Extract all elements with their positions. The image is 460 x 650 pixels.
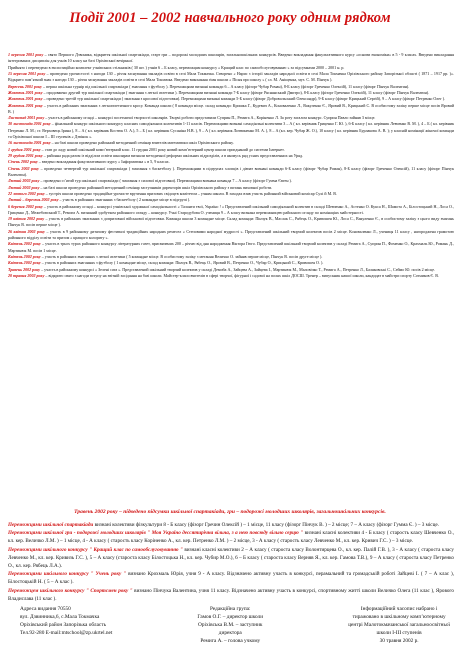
result-item bbox=[8, 529, 454, 545]
entry-date: Квітень 2002 року bbox=[8, 260, 41, 266]
entry-date: Травень 2002 року bbox=[8, 266, 41, 272]
footer bbox=[20, 606, 450, 646]
footer-info-line: 30 травня 2002 р. bbox=[379, 637, 419, 644]
newsletter-title: Події 2001 – 2002 навчального року одним рядком bbox=[69, 10, 391, 26]
entry-date: Січень 2002 року bbox=[8, 165, 39, 171]
entry-date: Лютий 2002 року bbox=[8, 184, 40, 190]
chronicle-entry bbox=[8, 273, 454, 279]
chronicle-section bbox=[8, 52, 454, 279]
footer-info-line: школи I-III ступенів bbox=[376, 629, 422, 636]
entry-date: 1 грудня 2001 року bbox=[8, 146, 41, 152]
entry-text: – відкрито свято з нагоди вступу на звітній засідання на базі школи. Майстер-класи вчителів в сфері творчої, фігурної і садової на полях шкіл ДОСШ. Тренер – випускник нашої школи, кандидат в майстри спорту Сотников Є. В. bbox=[45, 272, 439, 278]
chronicle-entry bbox=[8, 71, 454, 84]
entry-text: – участь в районних змаганнях з баскетболу ( 2 командне місце в підгрупі ). bbox=[59, 197, 191, 203]
result-item bbox=[8, 570, 454, 586]
result-heading: Переможцями шкільного конкурсу " Учень року " bbox=[8, 571, 127, 578]
entry-text: – участь в районних змаганнях з допризовної військової підготовки. Команда школи 3 командне місце. Склад команди: Пінчук В., Маслак С., Рябець О., Кривошея Ю., Лоса С., Вакуленко Є., в особистому заліку з цього виду змагань Пінчук В. посів перше місце ). bbox=[8, 216, 454, 228]
result-heading: Переможцями шкільної спартакіади bbox=[8, 522, 94, 528]
chronicle-entry bbox=[8, 204, 454, 217]
entry-text: – став до ладу новий шкільний комп’ютерний клас. 11 грудня 2001 року новий комп’ютерний центр школи приєднаний до системи Інтернет. bbox=[41, 146, 285, 152]
entry-text: – зустріч школи проведено традиційне урочисте вручення призових свідоцтв комітетом – учням школи. В заходах взяв участь районний військовий комісар Сухі й М. В. bbox=[45, 190, 337, 196]
entry-text: – проведено третій тур шкільної спартакіади ( змагання з кросової підготовки). Переможцями визнані команди 5-Б класу (фізорг Добровольський Олександр), 9-Б класу (фізорг Крицький Сергій), 9 – А класу (фізорг Петренко Олег ). bbox=[43, 96, 446, 102]
entry-date: Квітень 2002 року bbox=[8, 254, 41, 259]
result-heading: Переможцями шкільного конкурсу " Кращий клас по самообслуговуванню " bbox=[8, 546, 183, 553]
summary-heading: Травень 2002 року – підведено підсумки шкільної спартакіади, гри – подорожі молодших школярів, загальношкільних конкурсів. bbox=[74, 509, 386, 515]
entry-date: Жовтень 2001 року bbox=[8, 96, 43, 102]
footer-info-line: тиражовано в шкільному комп’ютерному bbox=[352, 613, 446, 620]
footer-editorial-line: Гамов О.Г. – директор школи bbox=[197, 613, 264, 620]
entry-date: 29 грудня 2001 року bbox=[8, 153, 43, 158]
entry-text: – участь в районному конкурсі « Зелені сата ». Представлений шкільний творчий колектив у складі Демиба А., Зайцева А., Зайцева І., Мартинюк М., Маловічко Т., Ремига А., Петренко Л., Баляковські С., Сеймо Ю. посів 2 місце. bbox=[41, 266, 436, 272]
entry-text: – районна рада разом із відділом освіти школярам визнали методичної реформи шкільних підрозділів, а в якомусь ряд усних представленних на Уряд. bbox=[43, 153, 304, 158]
chronicle-entry bbox=[8, 52, 454, 65]
result-text: визнані колективи фізкультури 8 - Б класу (фізорг Гречин Олексій ) – 1 місце, 11 класу (фізорг Пінчук В. ) – 2 місце; 7 – А класу (фізорг Гумма Є. ) – 3 місце. bbox=[94, 522, 439, 528]
result-text: визнані класні колективи 2 – А класу ( староста класу Волонтирцева О., кл. кер. Палій Г.В. ), 3 - А класу ( староста класу Левченко М., кл. кер. Кривизь Г.С. ), 5 – А класу (староста класу Білостоцька Н., кл. кер. Чубир М.О.), 6 – Б класу ( староста класу Верняв Я., кл. кер. Гамова Т.В.), 9 – А класу ( староста класу Петренко О., кл. кер. Рябець Л.А.). bbox=[8, 546, 454, 570]
entry-date: Листопад 2001 року bbox=[8, 115, 45, 121]
entry-date: Лютий – березень 2002 року bbox=[8, 197, 59, 203]
entry-text: – на базі школи проведено районний методичний семінар вчителів математики шкіл Оріхівського району. bbox=[51, 140, 234, 146]
footer-editorial-line: Ремига А. – голова учкому bbox=[200, 637, 261, 644]
entry-text: – проведено урочистості з нагоди 130 – річчя заснування закладів освіти в селі Мала Токмачка. Створено « Нарис з історії закладів народної освіти в селі Мала Токмачка Оріхівського району Запорізької області ( 1871 – 1917 рр. )». Відкрито пам’ятний знак з нагоди 130 – річчя заснування закладів освіти в селі Мала Токмачка. Введено виконання гімн школи « Пісня про школу » ( сл. М. Аніщенка, муз. С. М. Пінчук ). bbox=[8, 70, 454, 83]
result-heading: Переможцями шкільної гри - подорожі молодших школярів " Моя Україно дессятирічна вільна, з а нею повсюду вільно серцю " bbox=[8, 530, 304, 537]
results-section bbox=[8, 521, 454, 603]
result-text: визнано Пінчука Валентина, учня 11 класу. Відзначено активну участь в конкурсі, спортивному житті школи Величко Олега (11 клас ), Ярового Владислава (11 клас ). bbox=[8, 587, 454, 602]
entry-text: – перша шкільна турнір під шкільної спартакіади ( змагання з футболу ). Переможцями визнані команди 6 – А класу (фізорг Чубар Роман), 8-Б класу (фізорг Греченко Олексій), 11 класу (фізорг Пінчук Валентин). bbox=[42, 83, 410, 89]
entry-text: – участь в 9 районному дитячому фестивалі традиційних народних ремесел « Степовими народної мудрості ». Представлений шкільний творчий колектив посів 2 місце. Коноваленко Л., учениця 11 класу , нагороджена грамотою районного відділу освіти та призом « кращого колориту ». bbox=[8, 228, 454, 241]
entry-date: 6 березня 2002 року bbox=[8, 203, 43, 209]
result-text: визнано Крохмаль Юрія, учня 9 - А класу. Відзначено активну участь в конкурсі, перамальний та громадській роботі Зайцеві І. ( 7 – А клас ), Білостоцькій Н. ( 5 – А клас ). bbox=[8, 571, 454, 586]
footer-address-line: Адреса видання 70550 bbox=[20, 606, 71, 612]
chronicle-entry bbox=[8, 241, 454, 254]
entry-text: – участь в районних змаганнях з футболу ( 1 командне місце, склад команди: Пінчук В., Рябець О., Яровий В., Петренко О., Чубар О., Крицький С., Кривошея О. ). bbox=[41, 260, 324, 266]
entry-date: 16 листопада 2001 року bbox=[8, 140, 51, 146]
entry-date: Жовтень 2001 року bbox=[8, 89, 43, 95]
entry-date: Жовтень 2001 року bbox=[8, 102, 43, 108]
entry-text: Прийнято і переведено в експозиційно комплект учнівських стільників ( 30 шт. ) учнів 6 – Б класу, переможцям конкурсу « Кращий клас по самообслуговуванню » за підсумками 2000 – 2001 н. р. bbox=[8, 64, 345, 70]
chronicle-entry bbox=[8, 121, 454, 140]
entry-date: 30 листопада 2001 року bbox=[8, 121, 51, 127]
footer-editorial bbox=[197, 606, 263, 646]
entry-date: 19 квітня 2002 року bbox=[8, 216, 45, 222]
footer-address-line: Оріхівський район Запорізька область bbox=[20, 621, 107, 628]
entry-date: 1 вересня 2001 року bbox=[8, 52, 44, 57]
chronicle-entry bbox=[8, 166, 454, 179]
entry-text: – участь в районних змаганнях з легкої атлетики ( 5 командне місце. В особистому заліку з метання Величко О. зайняв перше місце, Пінчук В. посів друге місце ). bbox=[41, 254, 323, 259]
footer-info-line: центрі Малотокмачанської загальноосвітньої bbox=[348, 621, 450, 628]
result-item bbox=[8, 587, 454, 603]
footer-address bbox=[20, 606, 112, 646]
entry-date: 15 вересня 2001 року bbox=[8, 70, 46, 76]
entry-text: – продовжено другий тур шкільної спартакіади ( змагання з легкої атлетики ). Переможцями визнані команди 7-Б класу (фізорг Ряснянський Дмитро), 8-Б класу (фізорг Греченко Олексій), 11 класу (фізорг Пінчук Валентин). bbox=[43, 89, 430, 95]
chronicle-entry bbox=[8, 216, 454, 229]
footer-address-line: вул. Дзвинника,6, с.Мала Токмачка bbox=[20, 613, 100, 620]
result-item bbox=[8, 546, 454, 571]
footer-editorial-line: Оріхівська В.М. – заступник bbox=[198, 621, 263, 628]
footer-editorial-line: директора bbox=[218, 629, 242, 636]
entry-text: – участь в районних змаганнях з легкоатлетичного кросу. Команда школи ( 8 команди місце. склад команди: Кришка Г., Кудевич А., Коноваленко Л., Вакуленко Є., Яровий В., Крицький С. В особистому заліку перше місце посів Яровий В. ) bbox=[8, 102, 454, 114]
entry-text: – на базі школи проведено районний методичний семінар заступників директорів шкіл Оріхівського району з питань виховної роботи. bbox=[40, 184, 273, 190]
chronicle-entry bbox=[8, 103, 454, 116]
entry-text: – участь в районному огляді – конкурсі учнівської художньої самодіяльності « Таланти твої, Україно ! » Представлений шкільний самодіяльний колектив в складі Шевченко А., Астенко О. Кукса Н., Шамота А., Білостоцький Н., Лоса О., Гриценко Д., Межебовський Т., Ремига А. визнаний здобутком районного огляду – конкурсу. Учні Стародубова О. учениця 9 – А класу визнана переможницею районного огляду по номінаціях майстерності. bbox=[8, 203, 454, 215]
result-text: визнані класні колективи 4 - Б класу ( старость класу Шевченко О., кл. кер. Величко Л.М. ) – 1 місце, 4 - А класу ( старость класу Коріненко А., кл. кер. Петренко Л.М. ) – 2 місце, 3 - А класу ( старость класу Левченко М., кл. кер. Кривич Г.С. ) – 3 місце. bbox=[8, 530, 454, 545]
entry-date: Вересень 2001 року bbox=[8, 83, 42, 89]
entry-text: – фінальний конкурс шкільного конкурсу класних самодіяльних колективів 1-11 класів. Переможцями визнані самодіяльні колективи 3 – А ( кл. керівник Гриценко Г. Ю. ), 6-Б класу ( кл. керівник Левченко В. М. ), 4 – Б ( кл. керівник Петренко Л. М.; ст. Верховець Ірина ), 8 – А ( кл. керівник Костюк О. А.), 5 – Б ( кл. керівник Сусаніна Н.В. ), 9 – А ( кл. керівник Литвиненко М. А. ), 8 – А (кл. кер. Чубар Ж. О.), 10 класу ( кл. керівник Бурлакова А. В. ); у класній номінації жіночої команди та Оріхівської школи I – III ступенів « Дзвінок ». bbox=[8, 121, 454, 140]
footer-editorial-line: Редакційна група: bbox=[210, 606, 251, 612]
entry-date: Квітень 2002 року bbox=[8, 241, 41, 247]
entry-text: – введено викладання факультативного курсу « Інформатика » в 5, 9 класах. bbox=[38, 159, 170, 165]
entry-text: – участь в районному огляді – конкурсі посетничої творчості школярів. Творчі роботи представили Суприн П., Ремига А., Коріненко Л. За роту загалом конкурс. Суприн Павло зайняв 3 місце. bbox=[45, 115, 376, 121]
entry-date: Січень 2002 року bbox=[8, 159, 38, 165]
footer-address-line: Тел.92-280 E-mail:mtschool@zp.ukrtel.net bbox=[20, 629, 113, 636]
result-item bbox=[8, 521, 454, 529]
entry-text: – проведено п’ятий тур шкільної спартакіади ( змагання з силової підготовки). Переможцями визнана команда 7 – А класу (фізорг Гумма Євген ). bbox=[40, 178, 292, 184]
chronicle-entry bbox=[8, 229, 454, 242]
entry-text: – участь в трьох турах районного конкурсу літературних газет, присвячених 200 – річчю від дня народження Віктора Гюго. Представлений шкільний творчий колектив у складі Ремига А., Суприн П., Фоменко О., Крахмаль Ю., Романь Д., Мартинюк М. посів 1 місце. bbox=[8, 241, 454, 253]
result-heading: Переможцем шкільного конкурсу " Спортсмен року " bbox=[8, 587, 133, 594]
entry-text: – проведено четвертий тур шкільної спартакіади ( змагання з баскетболу ). Переможцями в підгрупах хлопців і дівчат визнані команди 6-Б класу (фізорг Чубар Роман), 8-Б класу (фізорг Греченко Олексій), 11 класу (фізорг Пінчук Валентин). bbox=[8, 165, 454, 177]
entry-date: 20 травня 2002 року bbox=[8, 272, 45, 278]
entry-date: 26 квітня 2002 року bbox=[8, 228, 45, 234]
footer-info-line: Інформаційний часопис набрано і bbox=[360, 606, 438, 612]
footer-publication-info bbox=[348, 606, 450, 646]
entry-date: 22 лютого 2002 року bbox=[8, 190, 45, 196]
entry-date: Лютий 2002 року bbox=[8, 178, 40, 184]
entry-text: – свято Першого Дзвоника, відкриття шкільної спартакіади, старт гри – подорожі молодших школярів, загальношкільних конкурсів. Введено викладання факультативного курсу «основи економіки» в 5 - 9 класах. Введено викладання інтегрованих дисциплін для учнів 10 класу на базі Оріхівської вечірньої. bbox=[8, 52, 455, 64]
